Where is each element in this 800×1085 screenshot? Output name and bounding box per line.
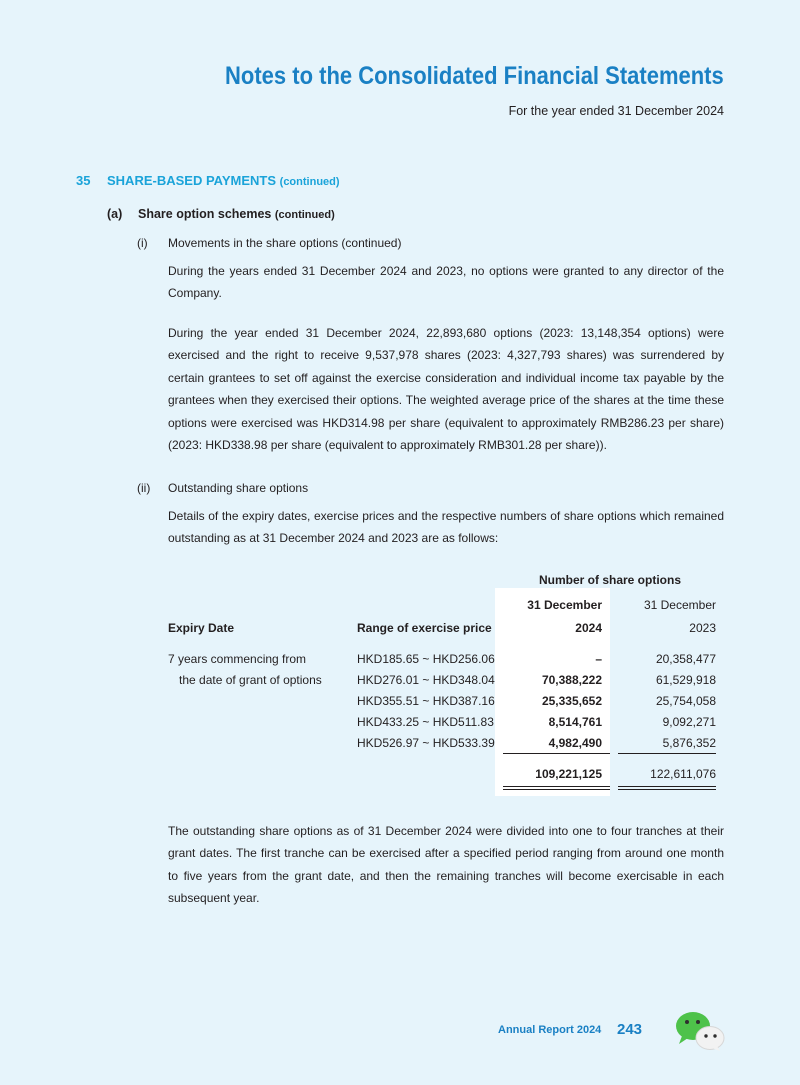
expiry-date-line1: 7 years commencing from xyxy=(168,652,307,666)
wechat-icon xyxy=(674,1010,726,1052)
total-double-rule-2024 xyxy=(503,786,610,790)
row-value-2024: 25,335,652 xyxy=(541,694,602,708)
header-2024-line2: 2024 xyxy=(575,621,602,635)
subsection-title-text: Share option schemes xyxy=(138,207,272,221)
subsection-title xyxy=(138,207,335,221)
section-title-text: SHARE-BASED PAYMENTS xyxy=(107,173,277,188)
closing-paragraph: The outstanding share options as of 31 December 2024 were divided into one to four tranches at their grant dates. The first tranche can be exercised after a specified period ranging from around one month to five years from the grant date, and then the remaining tranches will become exercisable in each subsequent year. xyxy=(168,824,724,906)
row-value-2024: – xyxy=(595,652,602,666)
row-value-2024: 4,982,490 xyxy=(548,736,602,750)
footer-report-name: Annual Report 2024 xyxy=(498,1024,602,1036)
row-value-2023: 61,529,918 xyxy=(655,673,716,687)
total-double-rule-2023 xyxy=(618,786,716,790)
header-2023-line1: 31 December xyxy=(643,598,716,612)
row-range: HKD355.51 ~ HKD387.16 xyxy=(357,694,495,708)
total-2023: 122,611,076 xyxy=(650,767,716,781)
header-2024-line1: 31 December xyxy=(527,598,602,612)
subtotal-rule-2024 xyxy=(503,753,610,754)
header-expiry-date: Expiry Date xyxy=(168,621,235,635)
row-value-2023: 25,754,058 xyxy=(655,694,716,708)
row-range: HKD526.97 ~ HKD533.39 xyxy=(357,736,495,750)
section-title-suffix: (continued) xyxy=(279,176,340,188)
row-value-2023: 5,876,352 xyxy=(662,736,716,750)
row-range: HKD276.01 ~ HKD348.04 xyxy=(357,673,495,687)
item-ii-title: Outstanding share options xyxy=(168,481,309,495)
page-title: Notes to the Consolidated Financial Statements xyxy=(225,62,724,90)
row-value-2023: 9,092,271 xyxy=(662,715,716,729)
section-title xyxy=(107,173,340,188)
page-subtitle: For the year ended 31 December 2024 xyxy=(508,104,724,118)
highlight-column-2024 xyxy=(495,588,610,796)
subsection-label: (a) xyxy=(107,207,123,221)
header-2023-line2: 2023 xyxy=(689,621,716,635)
subtotal-rule-2023 xyxy=(618,753,716,754)
expiry-date-line2: the date of grant of options xyxy=(179,673,322,687)
total-2024: 109,221,125 xyxy=(535,767,602,781)
table-group-header: Number of share options xyxy=(538,573,681,587)
item-i-label: (i) xyxy=(137,236,148,250)
row-range: HKD433.25 ~ HKD511.83 xyxy=(357,715,494,729)
item-i-paragraph-2: During the year ended 31 December 2024, 22,893,680 options (2023: 13,148,354 options) were exercised and the right to receive 9,537,978 shares (2023: 4,327,793 shares) was surrendered by certain grantees to set off against the exercise consideration and individual income tax payable by the grantees when they exercised their options. The weighted average price of the shares at the time these options were exercised was HKD314.98 per share (equivalent to approximately RMB286.23 per share) (2023: HKD338.98 per share (equivalent to approximately RMB301.28 per share)). xyxy=(168,326,724,453)
page-number: 243 xyxy=(617,1021,643,1038)
subsection-title-suffix: (continued) xyxy=(274,209,335,221)
header-exercise-price-range: Range of exercise price xyxy=(357,621,492,635)
row-range: HKD185.65 ~ HKD256.06 xyxy=(357,652,495,666)
item-ii-label: (ii) xyxy=(137,481,151,495)
row-value-2024: 8,514,761 xyxy=(548,715,602,729)
row-value-2023: 20,358,477 xyxy=(655,652,716,666)
item-ii-paragraph-1: Details of the expiry dates, exercise prices and the respective numbers of share options which remained outstanding as at 31 December 2024 and 2023 are as follows: xyxy=(168,509,724,546)
item-i-paragraph-1: During the years ended 31 December 2024 and 2023, no options were granted to any director of the Company. xyxy=(168,264,724,301)
row-value-2024: 70,388,222 xyxy=(541,673,602,687)
item-i-title: Movements in the share options (continued) xyxy=(168,236,402,250)
section-number: 35 xyxy=(76,173,91,188)
